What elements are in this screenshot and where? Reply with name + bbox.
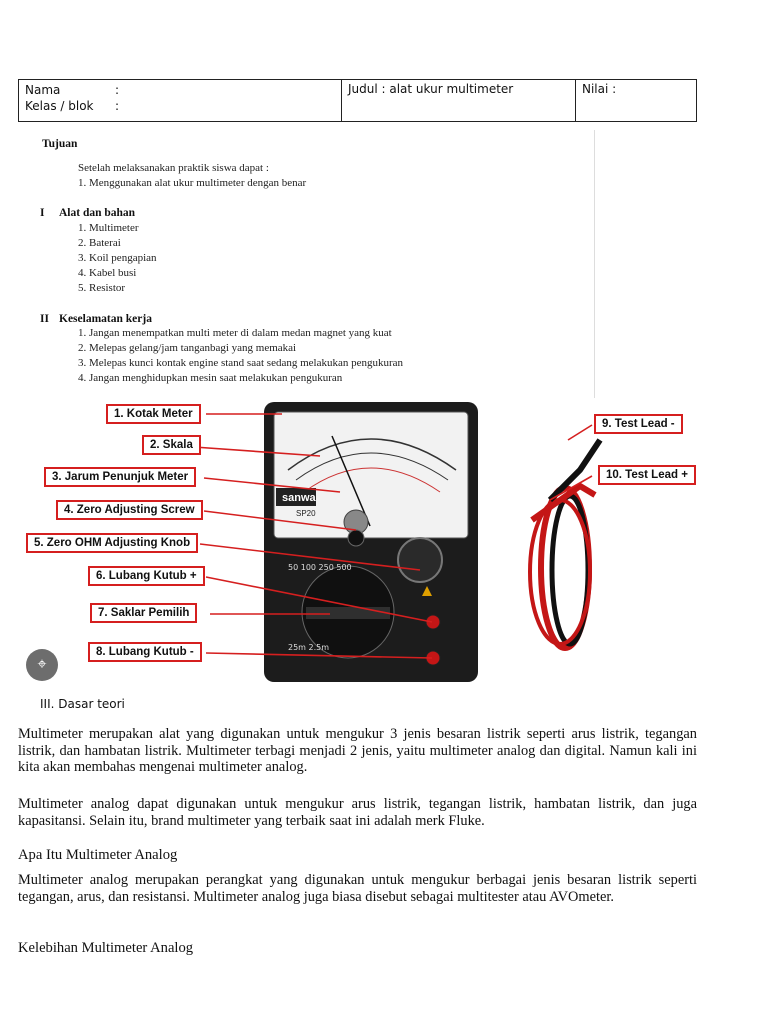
nilai-text: Nilai : bbox=[582, 82, 617, 96]
brand-text: sanwa bbox=[282, 492, 316, 504]
alat-item: 2. Baterai bbox=[78, 237, 121, 249]
nama-label: Nama bbox=[25, 83, 61, 97]
callout-kotak-meter: 1. Kotak Meter bbox=[106, 404, 201, 424]
judul-cell bbox=[342, 80, 576, 121]
callout-test-lead-minus: 9. Test Lead - bbox=[594, 414, 683, 434]
multimeter-diagram bbox=[20, 400, 696, 686]
callout-lubang-plus: 6. Lubang Kutub + bbox=[88, 566, 205, 586]
heading-kelebihan: Kelebihan Multimeter Analog bbox=[18, 940, 194, 956]
keselamatan-item: 2. Melepas gelang/jam tanganbagi yang memakai bbox=[78, 342, 297, 354]
callout-lubang-minus: 8. Lubang Kutub - bbox=[88, 642, 202, 662]
zero-adjust-screw-base bbox=[348, 530, 364, 546]
alat-item: 3. Koil pengapian bbox=[78, 252, 157, 264]
heading-apa-itu: Apa Itu Multimeter Analog bbox=[18, 847, 178, 863]
callout-zero-ohm: 5. Zero OHM Adjusting Knob bbox=[26, 533, 198, 553]
model-text: SP20 bbox=[296, 509, 316, 518]
judul-text: Judul : alat ukur multimeter bbox=[348, 82, 514, 96]
keselamatan-item: 1. Jangan menempatkan multi meter di dalam medan magnet yang kuat bbox=[78, 327, 392, 339]
callout-zero-adjust: 4. Zero Adjusting Screw bbox=[56, 500, 203, 520]
tujuan-intro: Setelah melaksanakan praktik siswa dapat : bbox=[78, 162, 269, 174]
tujuan-item: 1. Menggunakan alat ukur multimeter dengan benar bbox=[78, 177, 307, 189]
svg-text:50 100 250 500: 50 100 250 500 bbox=[288, 563, 352, 572]
nilai-cell bbox=[576, 80, 696, 121]
alat-item: 4. Kabel busi bbox=[78, 267, 137, 279]
scan-edge-divider bbox=[594, 130, 595, 398]
alat-item: 5. Resistor bbox=[78, 282, 126, 294]
svg-text:25m 2.5m: 25m 2.5m bbox=[288, 643, 330, 652]
callout-saklar: 7. Saklar Pemilih bbox=[90, 603, 197, 623]
callout-jarum: 3. Jarum Penunjuk Meter bbox=[44, 467, 196, 487]
section2-title: Keselamatan kerja bbox=[59, 313, 152, 325]
alat-item: 1. Multimeter bbox=[78, 222, 139, 234]
lens-search-icon[interactable]: ⌖ bbox=[26, 649, 58, 681]
callout-skala: 2. Skala bbox=[142, 435, 201, 455]
identity-cell bbox=[19, 80, 342, 121]
identity-table bbox=[18, 79, 697, 122]
kelas-row bbox=[25, 98, 335, 114]
keselamatan-item: 4. Jangan menghidupkan mesin saat melakukan pengukuran bbox=[78, 372, 343, 384]
zero-ohm-knob bbox=[398, 538, 442, 582]
section1-number: I bbox=[40, 207, 45, 219]
section2-number: II bbox=[40, 313, 49, 325]
paragraph-analog: Multimeter analog dapat digunakan untuk mengukur arus listrik, tegangan listrik, hambatan listrik, dan juga kapasitansi. Selain itu, brand multimeter yang terbaik saat ini adalah merk Fluke. bbox=[18, 796, 697, 829]
keselamatan-item: 3. Melepas kunci kontak engine stand saat sedang melakukan pengukuran bbox=[78, 357, 404, 369]
section1-title: Alat dan bahan bbox=[59, 207, 136, 219]
nama-row bbox=[25, 82, 335, 98]
kelas-label: Kelas / blok bbox=[25, 99, 94, 113]
worksheet-scan bbox=[34, 130, 596, 398]
kelas-colon: : bbox=[115, 99, 120, 113]
nama-colon: : bbox=[115, 83, 120, 97]
section-dasar-teori: III. Dasar teori bbox=[40, 697, 125, 711]
callout-test-lead-plus: 10. Test Lead + bbox=[598, 465, 696, 485]
selector-pointer bbox=[306, 607, 390, 619]
paragraph-definition: Multimeter analog merupakan perangkat yang digunakan untuk mengukur berbagai jenis besaran listrik seperti tegangan, arus, dan resistansi. Multimeter analog juga biasa disebut sebagai multitester atau AVOmeter. bbox=[18, 872, 697, 905]
paragraph-intro: Multimeter merupakan alat yang digunakan untuk mengukur 3 jenis besaran listrik seperti arus listrik, tegangan listrik, dan hambatan listrik. Multimeter terbagi menjadi 2 jenis, yaitu multimeter analog dan digital. Namun kali ini kita akan membahas mengenai multimeter analog. bbox=[18, 726, 697, 775]
tujuan-title: Tujuan bbox=[42, 138, 78, 150]
